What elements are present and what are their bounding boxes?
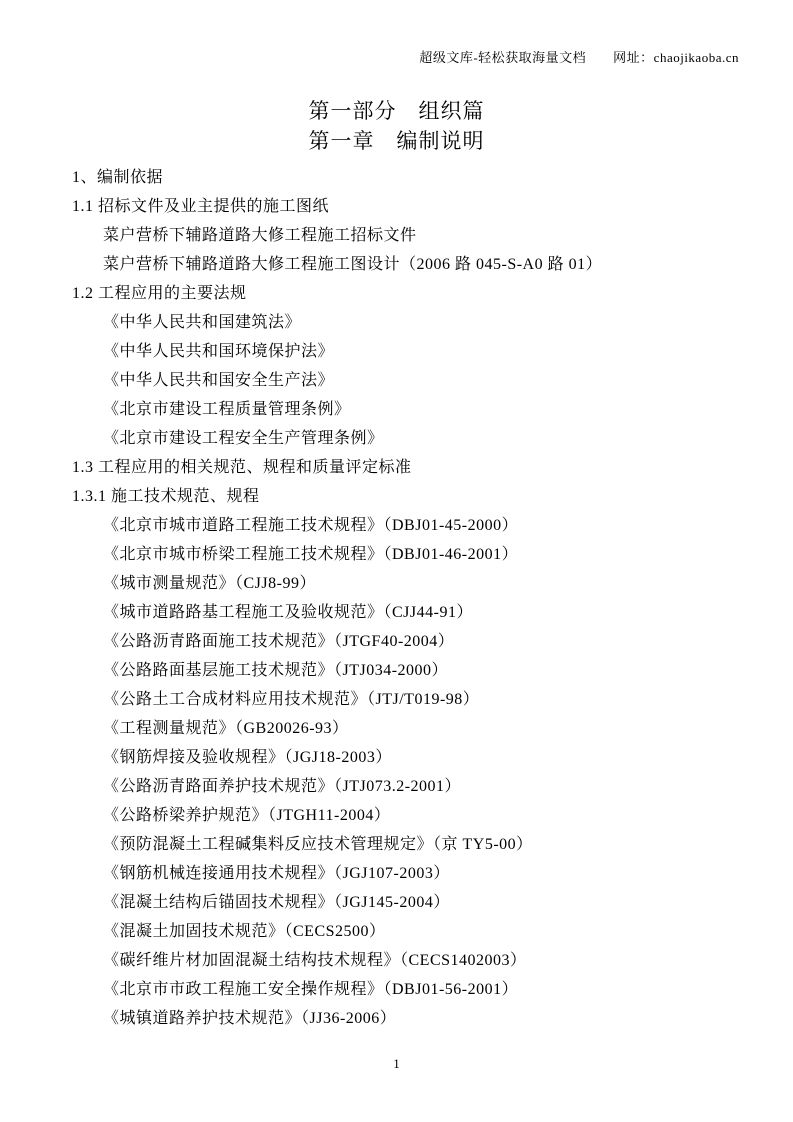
body-line: 《公路沥青路面施工技术规范》（JTGF40-2004）	[103, 633, 455, 650]
document-body	[72, 163, 757, 1033]
body-line: 《北京市城市桥梁工程施工技术规程》（DBJ01-46-2001）	[103, 546, 519, 563]
body-line: 《中华人民共和国安全生产法》	[103, 372, 335, 389]
body-line: 《公路桥梁养护规范》（JTGH11-2004）	[103, 807, 391, 824]
chapter-title: 第一章 编制说明	[308, 129, 485, 153]
header-site-label: 超级文库-轻松获取海量文档	[419, 50, 587, 65]
body-line: 菜户营桥下辅路道路大修工程施工图设计（2006 路 045-S-A0 路 01）	[103, 256, 603, 273]
body-line: 1.3 工程应用的相关规范、规程和质量评定标准	[72, 459, 412, 476]
body-line: 1.1 招标文件及业主提供的施工图纸	[72, 198, 330, 215]
part-title: 第一部分 组织篇	[308, 99, 485, 123]
body-line: 《城市测量规范》（CJJ8-99）	[103, 575, 316, 592]
body-line: 《公路路面基层施工技术规范》（JTJ034-2000）	[103, 662, 449, 679]
page-number: 1	[393, 1056, 400, 1071]
body-line: 《混凝土结构后锚固技术规程》（JGJ145-2004）	[103, 894, 450, 911]
body-line: 1.3.1 施工技术规范、规程	[72, 488, 260, 505]
body-line: 《公路沥青路面养护技术规范》（JTJ073.2-2001）	[103, 778, 462, 795]
body-line: 《中华人民共和国环境保护法》	[103, 343, 335, 360]
page-header	[419, 49, 739, 66]
body-line: 《混凝土加固技术规范》（CECS2500）	[103, 923, 386, 940]
body-line: 《城市道路路基工程施工及验收规范》（CJJ44-91）	[103, 604, 473, 621]
body-line: 《工程测量规范》（GB20026-93）	[103, 720, 349, 737]
body-line: 《公路土工合成材料应用技术规范》（JTJ/T019-98）	[103, 691, 480, 708]
body-line: 菜户营桥下辅路道路大修工程施工招标文件	[103, 227, 417, 244]
body-line: 《北京市城市道路工程施工技术规程》（DBJ01-45-2000）	[103, 517, 519, 534]
body-line: 《城镇道路养护技术规范》（JJ36-2006）	[103, 1010, 397, 1027]
body-line: 《碳纤维片材加固混凝土结构技术规程》（CECS1402003）	[103, 952, 527, 969]
body-line: 《钢筋机械连接通用技术规程》（JGJ107-2003）	[103, 865, 450, 882]
body-line: 《北京市建设工程质量管理条例》	[103, 401, 351, 418]
body-line: 1.2 工程应用的主要法规	[72, 285, 247, 302]
body-line: 《中华人民共和国建筑法》	[103, 314, 302, 331]
body-line: 《预防混凝土工程碱集料反应技术管理规定》（京 TY5-00）	[103, 836, 533, 853]
body-line: 《北京市建设工程安全生产管理条例》	[103, 430, 384, 447]
body-line: 《北京市市政工程施工安全操作规程》（DBJ01-56-2001）	[103, 981, 519, 998]
body-line: 1、编制依据	[72, 169, 164, 186]
header-url-label: 网址：chaojikaoba.cn	[613, 50, 739, 65]
body-line: 《钢筋焊接及验收规程》（JGJ18-2003）	[103, 749, 392, 766]
